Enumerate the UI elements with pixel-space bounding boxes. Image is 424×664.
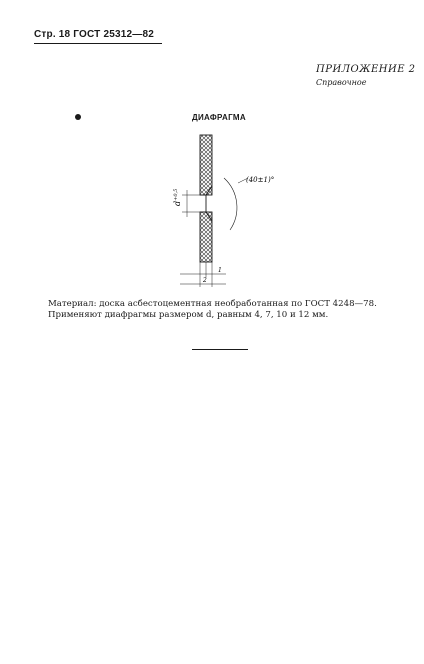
appendix-title: ПРИЛОЖЕНИЕ 2 xyxy=(316,64,416,75)
plate-section-upper xyxy=(200,135,212,195)
plate-section-lower xyxy=(200,212,212,262)
material-note-line1: Материал: доска асбестоцементная необработанная по ГОСТ 4248—78. xyxy=(48,299,377,309)
end-rule xyxy=(192,349,248,350)
appendix-subtitle: Справочное xyxy=(316,78,367,87)
angle-label: (40±1)° xyxy=(246,176,275,184)
diaphragm-drawing xyxy=(160,130,280,290)
bullet-mark xyxy=(75,114,81,120)
diameter-label: $d^{+0,5}$ xyxy=(173,188,182,206)
angle-arc xyxy=(224,178,237,230)
header-rule xyxy=(34,43,162,44)
material-note xyxy=(48,299,388,321)
dim-label-top: 1 xyxy=(218,267,222,274)
page-header: Стр. 18 ГОСТ 25312—82 xyxy=(34,29,154,40)
dim-label-bottom: 2 xyxy=(203,277,207,284)
material-note-line2: Применяют диафрагмы размером d, равным 4, 7, 10 и 12 мм. xyxy=(48,310,329,320)
figure-title: ДИАФРАГМА xyxy=(192,113,246,122)
